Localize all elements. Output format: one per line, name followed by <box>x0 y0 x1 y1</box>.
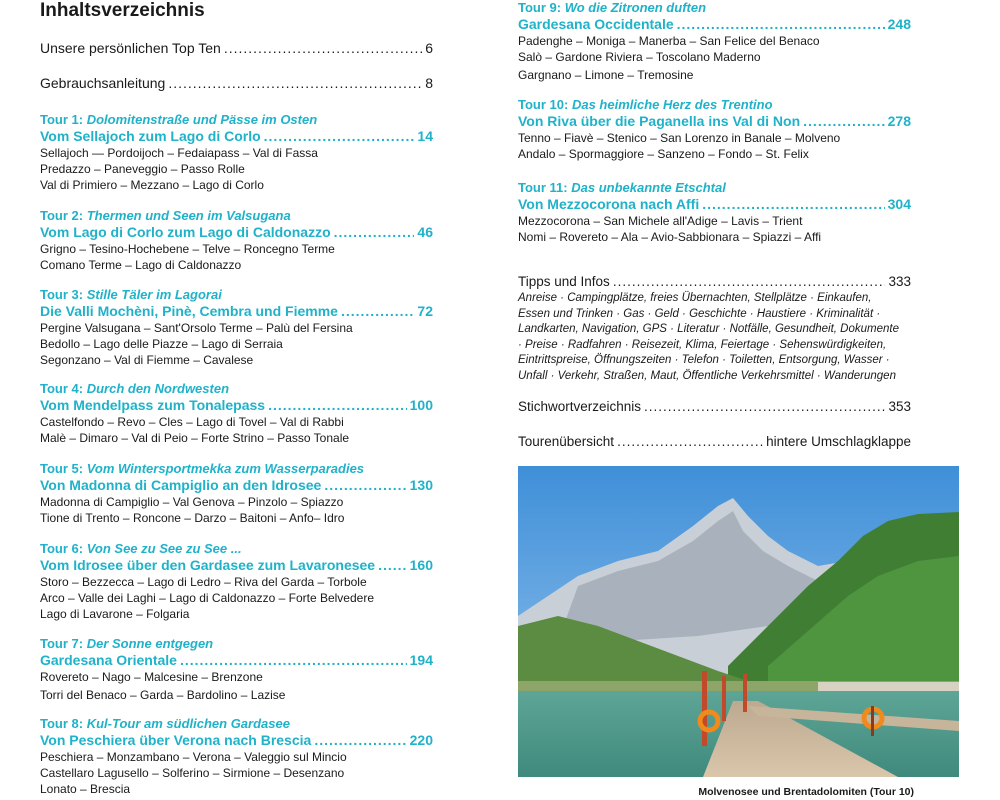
tour-page: 130 <box>409 477 433 493</box>
tour-places: Tenno – Fiavè – Stenico – San Lorenzo in Banale – Molveno <box>518 131 841 145</box>
tour-number: Tour 7: <box>40 636 84 651</box>
toc-tour-8[interactable] <box>40 715 433 797</box>
leader-dots <box>180 652 407 669</box>
tour-number: Tour 9: <box>518 0 562 15</box>
leader-dots <box>677 16 885 33</box>
leader-dots <box>324 477 406 494</box>
tour-route-label: Gardesana Occidentale <box>518 16 674 32</box>
tour-page: 194 <box>409 652 433 668</box>
tour-title <box>40 380 433 397</box>
tour-route-label: Vom Mendelpass zum Tonalepass <box>40 397 266 413</box>
tour-places: Bedollo – Lago delle Piazze – Lago di Serraia <box>40 337 283 351</box>
tour-route-label: Vom Sellajoch zum Lago di Corlo <box>40 128 261 144</box>
leader-dots <box>224 39 422 57</box>
leader-dots <box>314 732 406 749</box>
tour-title <box>40 207 433 224</box>
tour-places: Torri del Benaco – Garda – Bardolino – Lazise <box>40 688 286 702</box>
toc-entry-page: 8 <box>425 75 433 91</box>
tour-places: Salò – Gardone Riviera – Toscolano Maderno <box>518 50 761 64</box>
tour-places: Nomi – Rovereto – Ala – Avio-Sabbionara – Spiazzi – Affi <box>518 230 822 244</box>
tour-subtitle: Durch den Nordwesten <box>86 381 230 396</box>
tour-subtitle: Wo die Zitronen duften <box>564 0 707 15</box>
leader-dots <box>644 398 885 416</box>
tour-page: 278 <box>887 113 911 129</box>
tour-places: Lago di Lavarone – Folgaria <box>40 607 190 621</box>
leader-dots <box>264 128 415 145</box>
tour-page: 100 <box>409 397 433 413</box>
tour-places: Pergine Valsugana – Sant'Orsolo Terme – Palù del Fersina <box>40 321 353 335</box>
tour-route <box>40 128 433 145</box>
toc-entry-label: Stichwortverzeichnis <box>518 399 642 414</box>
tour-number: Tour 1: <box>40 112 84 127</box>
tour-places: Sellajoch — Pordoijoch – Fedaiapass – Val di Fassa <box>40 146 318 160</box>
tour-subtitle: Dolomitenstraße und Pässe im Osten <box>86 112 318 127</box>
toc-tour-7[interactable] <box>40 635 433 703</box>
toc-entry-stichwortverzeichnis[interactable] <box>518 398 911 416</box>
tour-subtitle: Das heimliche Herz des Trentino <box>571 97 773 112</box>
tour-number: Tour 3: <box>40 287 84 302</box>
tour-route <box>40 303 433 320</box>
tour-places: Madonna di Campiglio – Val Genova – Pinzolo – Spiazzo <box>40 495 344 509</box>
leader-dots <box>613 273 886 291</box>
toc-entry-top-ten[interactable] <box>40 39 433 57</box>
toc-entry-tourenuebersicht[interactable] <box>518 433 911 451</box>
tour-page: 14 <box>417 128 433 144</box>
tour-places: Comano Terme – Lago di Caldonazzo <box>40 258 242 272</box>
tour-page: 72 <box>417 303 433 319</box>
tour-places: Mezzocorona – San Michele all'Adige – Lavis – Trient <box>518 214 803 228</box>
lake-photo-illustration <box>518 466 959 777</box>
tour-title <box>40 715 433 732</box>
tour-subtitle: Stille Täler im Lagorai <box>86 287 222 302</box>
toc-entry-label: Tipps und Infos <box>518 274 610 289</box>
leader-dots <box>334 224 415 241</box>
tour-route-label: Von Madonna di Campiglio an den Idrosee <box>40 477 322 493</box>
tour-subtitle: Thermen und Seen im Valsugana <box>86 208 291 223</box>
tour-route <box>40 224 433 241</box>
toc-tour-5[interactable] <box>40 460 433 526</box>
lake-photo <box>518 466 959 777</box>
leader-dots <box>168 74 422 92</box>
tour-title <box>40 540 433 557</box>
toc-tour-6[interactable] <box>40 540 433 622</box>
tour-number: Tour 8: <box>40 716 84 731</box>
tipps-description: Anreise · Campingplätze, freies Übernachten, Stellplätze · Einkaufen, Essen und Trinken · Gas · Geld · Geschichte · Haustiere · Kriminalität · Landkarten, Navigation, GPS · Literatur · Notfälle, Gesundheit, Dokumente · Preise · Radfahren · Reisezeit, Klima, Feiertage · Sehenswürdigkeiten, Eintrittspreise, Öffnungszeiten · Telefon · Toiletten, Entsorgung, Wasser · Unfall · Verkehr, Straßen, Maut, Öffentliche Verkehrsmittel · Wanderungen <box>518 292 899 382</box>
tour-number: Tour 10: <box>518 97 569 112</box>
tour-subtitle: Kul-Tour am südlichen Gardasee <box>86 716 290 731</box>
toc-entry-gebrauchsanleitung[interactable] <box>40 74 433 92</box>
tour-title <box>518 0 911 16</box>
tour-places: Predazzo – Paneveggio – Passo Rolle <box>40 162 245 176</box>
tour-places: Gargnano – Limone – Tremosine <box>518 68 694 82</box>
tour-places: Castellaro Lagusello – Solferino – Sirmione – Desenzano <box>40 766 345 780</box>
toc-entry-page: hintere Umschlagklappe <box>766 434 911 449</box>
tour-places: Arco – Valle dei Laghi – Lago di Caldonazzo – Forte Belvedere <box>40 591 374 605</box>
tour-route <box>518 16 911 33</box>
toc-entry-page: 333 <box>888 274 911 289</box>
tour-subtitle: Der Sonne entgegen <box>86 636 214 651</box>
tour-route <box>40 652 433 669</box>
leader-dots <box>341 303 414 320</box>
tour-route-label: Die Valli Mochèni, Pinè, Cembra und Fiemme <box>40 303 338 319</box>
tour-subtitle: Von See zu See zu See ... <box>86 541 242 556</box>
tour-route-label: Von Mezzocorona nach Affi <box>518 196 700 212</box>
tour-route-label: Von Riva über die Paganella ins Val di Non <box>518 113 801 129</box>
tour-places: Castelfondo – Revo – Cles – Lago di Tovel – Val di Rabbi <box>40 415 344 429</box>
leader-dots <box>617 433 763 451</box>
tour-title <box>40 286 433 303</box>
tour-route <box>518 196 911 213</box>
tour-route <box>40 557 433 574</box>
tour-places: Andalo – Spormaggiore – Sanzeno – Fondo – St. Felix <box>518 147 809 161</box>
tour-route-label: Vom Lago di Corlo zum Lago di Caldonazzo <box>40 224 331 240</box>
tour-number: Tour 4: <box>40 381 84 396</box>
toc-tour-1[interactable] <box>40 111 433 193</box>
page-title: Inhaltsverzeichnis <box>40 0 205 21</box>
toc-entry-page: 353 <box>888 399 911 414</box>
toc-tour-9[interactable] <box>518 0 911 83</box>
tour-places: Padenghe – Moniga – Manerba – San Felice del Benaco <box>518 34 820 48</box>
tour-title <box>518 179 911 196</box>
tour-page: 46 <box>417 224 433 240</box>
leader-dots <box>803 113 884 130</box>
toc-tour-11[interactable] <box>518 179 911 245</box>
tour-page: 220 <box>409 732 433 748</box>
tour-title <box>40 111 433 128</box>
toc-entry-label: Tourenübersicht <box>518 434 615 449</box>
toc-tour-4[interactable] <box>40 380 433 446</box>
photo-caption: Molvenosee und Brentadolomiten (Tour 10) <box>698 786 914 798</box>
tour-title <box>40 460 433 477</box>
toc-tour-10[interactable] <box>518 96 911 162</box>
toc-entry-tipps[interactable] <box>518 273 911 291</box>
tour-number: Tour 2: <box>40 208 84 223</box>
toc-entry-label: Gebrauchsanleitung <box>40 75 166 91</box>
tour-places: Tione di Trento – Roncone – Darzo – Baitoni – Anfo– Idro <box>40 511 345 525</box>
toc-tour-3[interactable] <box>40 286 433 368</box>
tour-places: Grigno – Tesino-Hochebene – Telve – Roncegno Terme <box>40 242 335 256</box>
toc-entry-label: Unsere persönlichen Top Ten <box>40 40 221 56</box>
tour-number: Tour 6: <box>40 541 84 556</box>
tour-places: Malè – Dimaro – Val di Peio – Forte Strino – Passo Tonale <box>40 431 350 445</box>
tour-places: Storo – Bezzecca – Lago di Ledro – Riva del Garda – Torbole <box>40 575 367 589</box>
tour-places: Peschiera – Monzambano – Verona – Valeggio sul Mincio <box>40 750 347 764</box>
tour-route-label: Gardesana Orientale <box>40 652 177 668</box>
tour-page: 160 <box>409 557 433 573</box>
leader-dots <box>378 557 407 574</box>
tour-route-label: Vom Idrosee über den Gardasee zum Lavaronesee <box>40 557 376 573</box>
leader-dots <box>268 397 407 414</box>
tour-subtitle: Vom Wintersportmekka zum Wasserparadies <box>86 461 365 476</box>
tour-page: 248 <box>887 16 911 32</box>
tour-route <box>40 477 433 494</box>
tour-places: Val di Primiero – Mezzano – Lago di Corlo <box>40 178 264 192</box>
leader-dots <box>702 196 884 213</box>
toc-tour-2[interactable] <box>40 207 433 273</box>
tour-title <box>518 96 911 113</box>
toc-entry-page: 6 <box>425 40 433 56</box>
tour-title <box>40 635 433 652</box>
tour-number: Tour 11: <box>518 180 568 195</box>
tour-route-label: Von Peschiera über Verona nach Brescia <box>40 732 312 748</box>
tour-places: Segonzano – Val di Fiemme – Cavalese <box>40 353 254 367</box>
tour-places: Lonato – Brescia <box>40 782 131 796</box>
tour-number: Tour 5: <box>40 461 84 476</box>
tour-route <box>40 397 433 414</box>
tour-route <box>518 113 911 130</box>
tour-subtitle: Das unbekannte Etschtal <box>571 180 726 195</box>
tour-places: Rovereto – Nago – Malcesine – Brenzone <box>40 670 263 684</box>
tour-route <box>40 732 433 749</box>
tour-page: 304 <box>887 196 911 212</box>
